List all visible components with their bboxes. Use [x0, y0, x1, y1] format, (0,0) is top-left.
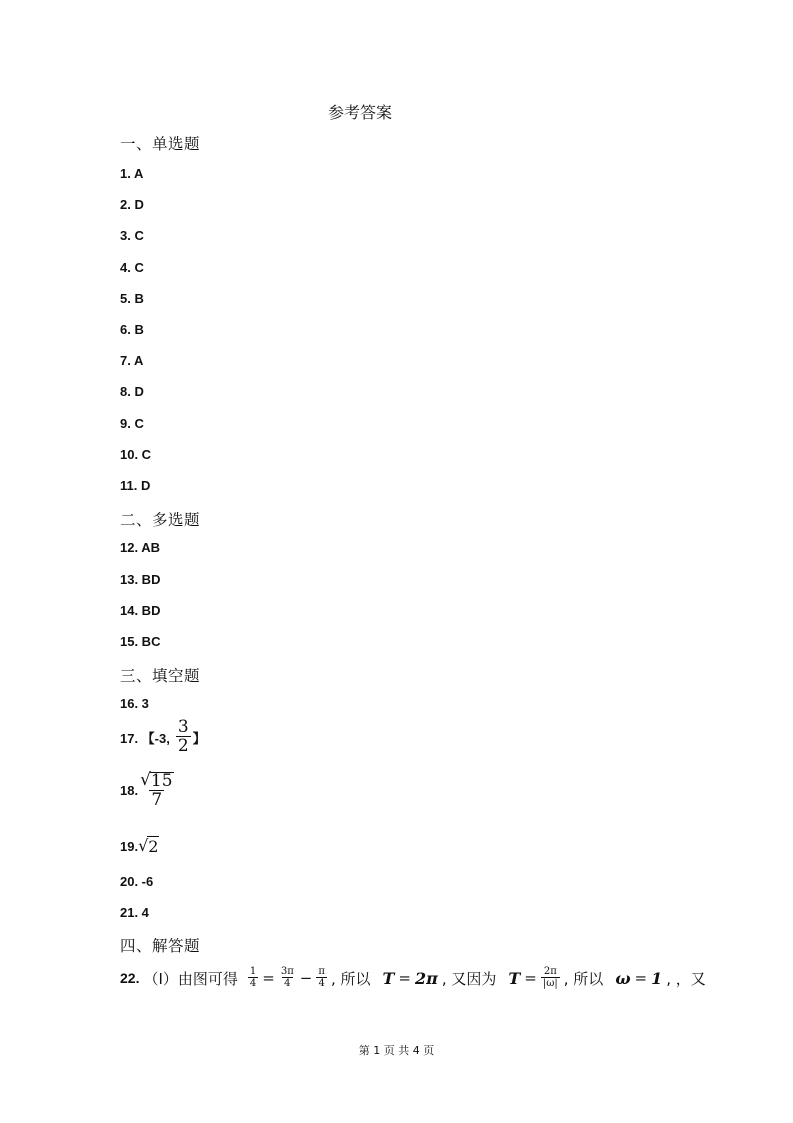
answer-18-prefix: 18.: [120, 783, 139, 798]
answer-17-numerator: 3: [177, 717, 189, 737]
answer-14: 14. BD: [120, 603, 161, 618]
period-variable: T: [508, 968, 521, 988]
answer-7: 7. A: [120, 353, 144, 368]
equals-sign: =: [524, 969, 537, 987]
solution-22-text-so-2: , 所以: [563, 969, 604, 988]
solution-22-text-because: , 又因为: [441, 969, 497, 988]
answer-17-denominator: 2: [177, 736, 189, 756]
answer-17-prefix: 17. 【-3,: [120, 730, 170, 746]
answer-20: 20. -6: [120, 874, 154, 889]
solution-22-line-1: [120, 967, 706, 989]
solution-22-text-so: , 所以: [330, 969, 371, 988]
solution-22-part-text: （Ⅰ）由图可得: [143, 969, 238, 988]
fraction-denominator: 4: [249, 978, 257, 989]
fraction-three-pi-quarter: [279, 967, 296, 989]
answer-19-prefix: 19.: [120, 838, 139, 854]
answer-18-numerator: [138, 772, 175, 790]
answer-3: 3. C: [120, 228, 144, 243]
section-heading-solutions: 四、解答题: [120, 937, 201, 955]
answer-16: 16. 3: [120, 696, 149, 711]
fraction-numerator: π: [318, 966, 325, 977]
answer-11: 11. D: [120, 478, 151, 493]
fraction-numerator: 2π: [543, 966, 557, 977]
fraction-denominator: 4: [284, 978, 291, 989]
answer-18-radicand: 15: [150, 771, 173, 791]
answer-8: 8. D: [120, 384, 144, 399]
fraction-two-pi-over-omega: [541, 967, 560, 989]
omega-value: 1: [651, 968, 663, 988]
answer-21: 21. 4: [120, 905, 149, 920]
fraction-numerator: 3π: [280, 966, 294, 977]
minus-sign: −: [299, 969, 313, 987]
period-variable: T: [382, 968, 395, 988]
fraction-denominator: 4: [318, 978, 325, 989]
section-heading-fill-in: 三、填空题: [120, 667, 201, 685]
sqrt-symbol: √ 15: [140, 770, 173, 791]
page-title: 参考答案: [327, 103, 392, 122]
answer-13: 13. BD: [120, 572, 161, 587]
answer-18-fraction: [138, 772, 175, 809]
answer-4: 4. C: [120, 260, 144, 275]
answer-9: 9. C: [120, 416, 144, 431]
answer-12: 12. AB: [120, 540, 160, 555]
answer-18-denominator: 7: [151, 790, 163, 810]
fraction-one-quarter: [248, 967, 258, 989]
answer-17: [120, 719, 206, 755]
answer-1: 1. A: [120, 166, 144, 181]
solution-22-number: 22.: [120, 970, 140, 986]
omega-variable: ω: [615, 968, 631, 988]
two-pi-value: 2π: [414, 968, 438, 988]
page-footer: 第 1 页 共 4 页: [358, 1044, 435, 1057]
answer-10: 10. C: [120, 447, 152, 462]
answer-15: 15. BC: [120, 634, 161, 649]
equals-sign: =: [398, 969, 411, 987]
fraction-pi-quarter: [316, 967, 327, 989]
answer-2: 2. D: [120, 197, 144, 212]
fraction-denominator: |ω|: [542, 978, 558, 989]
answer-18: [120, 772, 176, 809]
equals-sign: =: [634, 969, 648, 987]
answer-19: [120, 836, 159, 856]
sqrt-symbol: √ 2: [138, 836, 159, 856]
answer-17-fraction: [176, 719, 191, 755]
answer-19-radicand: 2: [148, 837, 159, 856]
solution-22-text-tail: , ，又: [666, 969, 706, 988]
answer-5: 5. B: [120, 291, 144, 306]
answer-6: 6. B: [120, 322, 144, 337]
section-heading-multiple-choice: 二、多选题: [120, 511, 201, 529]
section-heading-single-choice: 一、单选题: [120, 135, 201, 153]
fraction-numerator: 1: [249, 966, 257, 977]
answer-17-suffix: 】: [192, 730, 206, 746]
equals-sign: =: [262, 969, 275, 987]
